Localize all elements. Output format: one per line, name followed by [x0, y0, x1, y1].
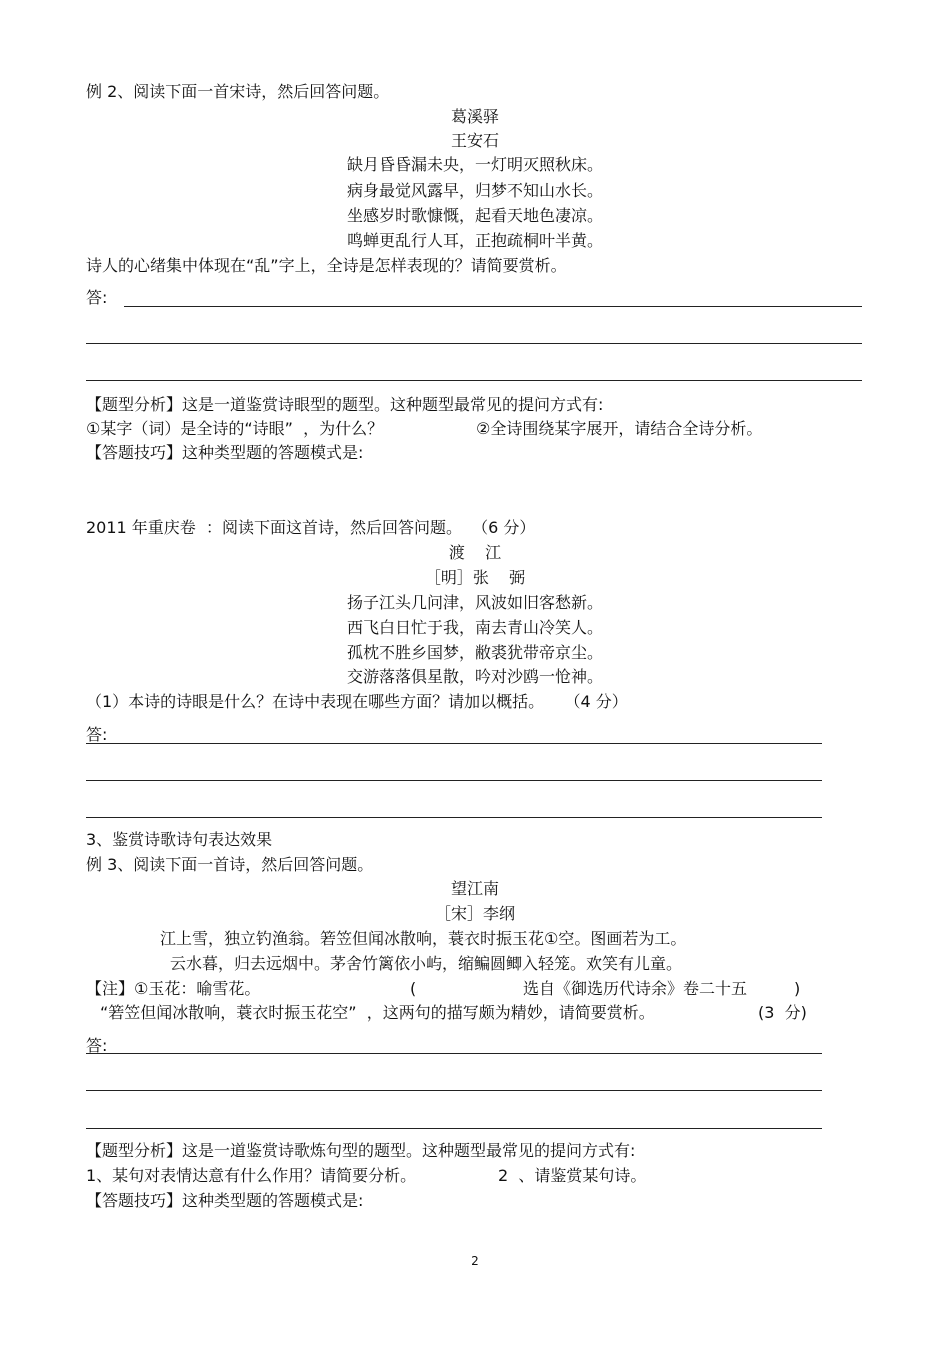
answer-technique: 【答题技巧】这种类型题的答题模式是: [86, 1191, 364, 1210]
answer-line[interactable] [86, 817, 822, 818]
ask-way-b: 2 、请鉴赏某句诗。 [498, 1166, 647, 1185]
answer-line[interactable] [86, 1090, 822, 1091]
section-heading: 3、鉴赏诗歌诗句表达效果 [86, 830, 273, 849]
poem-line: 孤枕不胜乡国梦，敝裘犹带帝京尘。 [346, 643, 603, 662]
type-analysis: 【题型分析】这是一道鉴赏诗歌炼句型的题型。这种题型最常见的提问方式有: [86, 1141, 636, 1160]
poem-title: 望江南 [450, 879, 499, 898]
ask-way-a: 1、某句对表情达意有什么作用？请简要分析。 [86, 1166, 417, 1185]
exam-intro: 2011 年重庆卷 ：阅读下面这首诗，然后回答问题。 （6 分） [86, 518, 536, 537]
answer-technique: 【答题技巧】这种类型题的答题模式是: [86, 443, 364, 462]
poem-author: ［宋］李纲 [434, 904, 515, 923]
note: 【注】①玉花：喻雪花。 [86, 979, 261, 998]
poem-line: 江上雪，独立钓渔翁。箬笠但闻冰散响，蓑衣时振玉花①空。图画若为工。 [160, 929, 687, 948]
type-analysis: 【题型分析】这是一道鉴赏诗眼型的题型。这种题型最常见的提问方式有: [86, 395, 604, 414]
answer-label: 答: [86, 288, 108, 307]
page-number: 2 [471, 1254, 479, 1268]
answer-label: 答: [86, 1036, 108, 1055]
score: (3 分) [758, 1003, 807, 1022]
source-open: ( [410, 979, 417, 998]
answer-line[interactable] [86, 1128, 822, 1129]
answer-line[interactable] [86, 343, 862, 344]
answer-line[interactable] [86, 743, 822, 744]
poem-author: 王安石 [450, 131, 499, 150]
poem-title: 葛溪驿 [450, 107, 499, 126]
poem-line: 交游落落俱星散，吟对沙鸥一怆神。 [346, 667, 603, 686]
source-close: ) [794, 979, 801, 998]
question: （1）本诗的诗眼是什么？在诗中表现在哪些方面？请加以概括。 （4 分） [86, 692, 628, 711]
question: 诗人的心绪集中体现在“乱”字上，全诗是怎样表现的？请简要赏析。 [86, 256, 567, 275]
poem-line: 云水暮，归去远烟中。茅舍竹篱依小屿，缩鳊圆鲫入轻笼。欢笑有儿童。 [170, 954, 683, 973]
poem-line: 坐感岁时歌慷慨，起看天地色凄凉。 [346, 206, 603, 225]
poem-title: 渡 江 [448, 543, 502, 562]
poem-line: 病身最觉风露早，归梦不知山水长。 [346, 181, 603, 200]
answer-line[interactable] [86, 380, 862, 381]
source: 选自《御选历代诗余》卷二十五 [523, 979, 748, 998]
poem-line: 鸣蝉更乱行人耳，正抱疏桐叶半黄。 [346, 231, 603, 250]
question: “箬笠但闻冰散响，蓑衣时振玉花空” ，这两句的描写颇为精妙，请简要赏析。 [100, 1003, 655, 1022]
answer-line[interactable] [86, 780, 822, 781]
ask-way-b: ②全诗围绕某字展开，请结合全诗分析。 [476, 419, 763, 438]
answer-label: 答: [86, 725, 108, 744]
poem-line: 扬子江头几问津，风波如旧客愁新。 [346, 593, 603, 612]
answer-line[interactable] [86, 1053, 822, 1054]
poem-author: ［明］张 弼 [424, 568, 526, 587]
ask-way-a: ①某字（词）是全诗的“诗眼” ，为什么？ [86, 419, 384, 438]
example3-intro: 例 3、阅读下面一首诗，然后回答问题。 [86, 855, 374, 874]
example2-intro: 例 2、阅读下面一首宋诗，然后回答问题。 [86, 82, 390, 101]
poem-line: 西飞白日忙于我，南去青山冷笑人。 [346, 618, 603, 637]
answer-line[interactable] [124, 306, 862, 307]
poem-line: 缺月昏昏漏未央，一灯明灭照秋床。 [346, 155, 603, 174]
